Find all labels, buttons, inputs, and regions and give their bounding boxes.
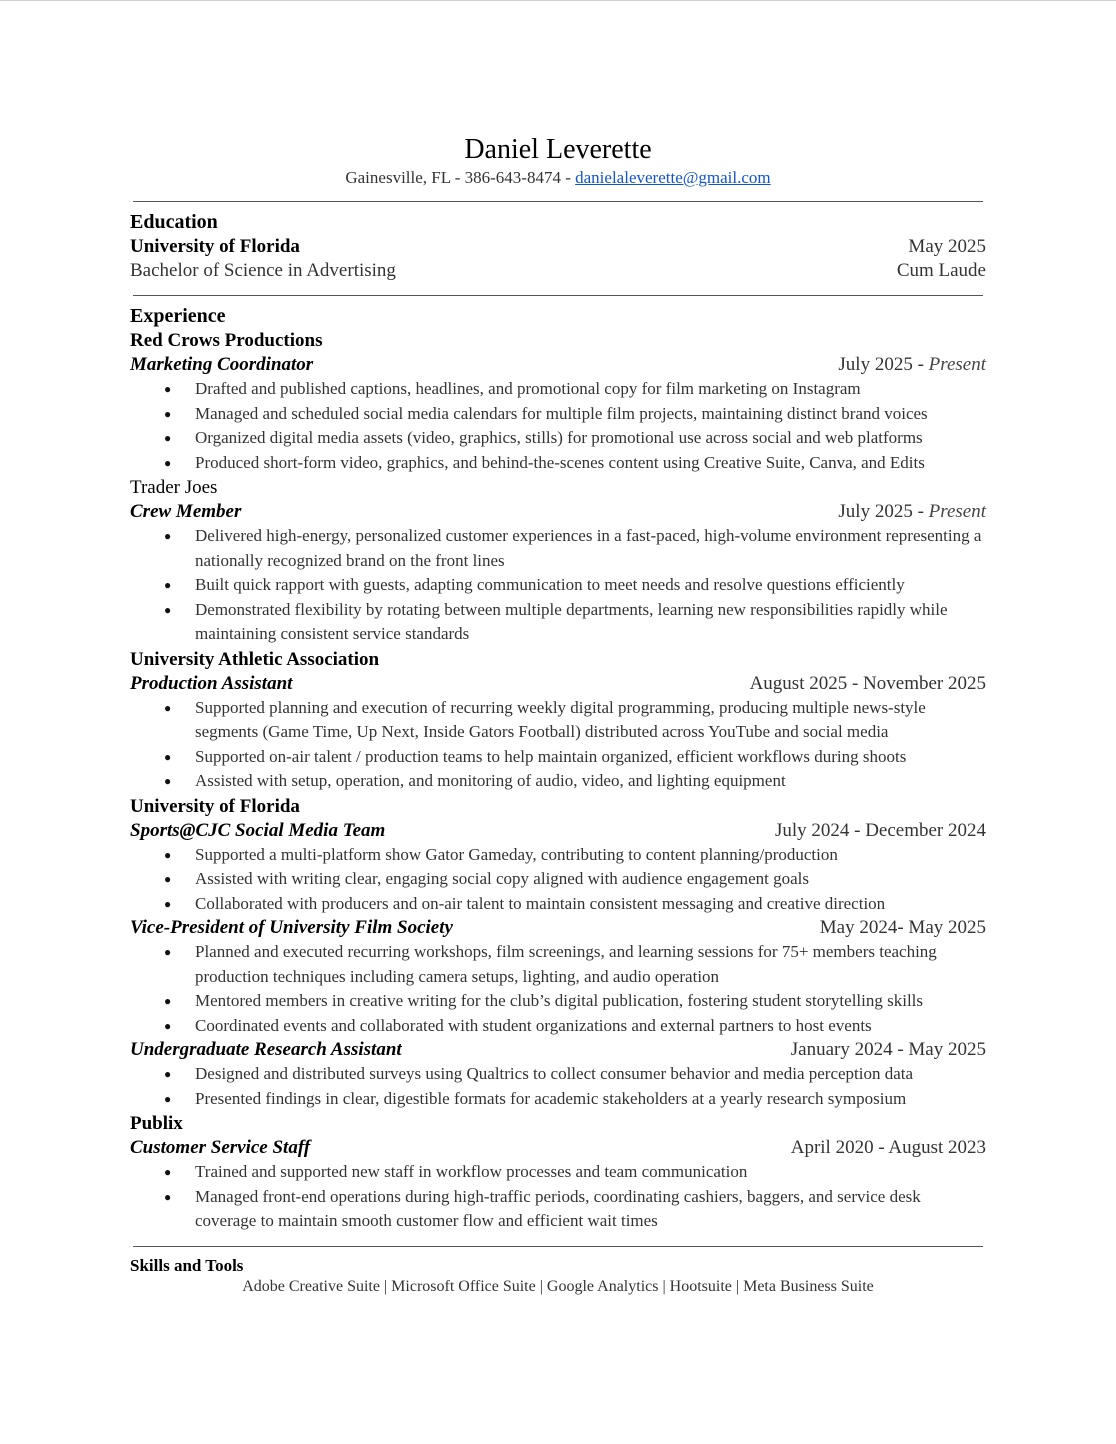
job-role: Vice-President of University Film Society [130,917,453,938]
job-role-row [130,819,986,843]
education-date: May 2025 [908,236,986,257]
job-organization: University of Florida [130,795,300,817]
job-date [838,353,986,377]
job-bullets [130,843,986,917]
divider-experience [133,1246,983,1247]
job-entry [130,1111,986,1234]
job-organization: Red Crows Productions [130,330,323,351]
job-date-present: Present [928,501,986,522]
job-organization: Trader Joes [130,477,218,498]
email-link[interactable]: danielaleverette@gmail.com [575,168,771,187]
bullet-item: ● Supported on-air talent / production teams to help maintain organized, efficient workflows during shoots [195,745,986,770]
bullet-item: ● Delivered high-energy, personalized customer experiences in a fast-paced, high-volume environment representing a nationally recognized brand on the front lines [195,524,986,573]
job-bullets [130,1160,986,1234]
bullet-item: ● Designed and distributed surveys using Qualtrics to collect consumer behavior and media perception data [195,1062,986,1087]
job-date-range: July 2025 - [838,354,929,375]
bullet-item: ● Supported a multi-platform show Gator Gameday, contributing to content planning/production [195,843,986,868]
job-date [838,500,986,524]
job-entry [130,916,986,1038]
bullet-item: ● Trained and supported new staff in workflow processes and team communication [195,1160,986,1185]
bullet-item: ● Presented findings in clear, digestible formats for academic stakeholders at a yearly research symposium [195,1087,986,1112]
education-degree: Bachelor of Science in Advertising [130,260,396,281]
skills-title: Skills and Tools [130,1255,244,1275]
job-role: Customer Service Staff [130,1137,311,1158]
bullet-item: ● Organized digital media assets (video, graphics, stills) for promotional use across social and web platforms [195,426,986,451]
job-date-present: Present [928,354,986,375]
education-title: Education [130,211,218,233]
job-role-row [130,353,986,377]
bullet-item: ● Managed front-end operations during high-traffic periods, coordinating cashiers, baggers, and service desk coverage to maintain smooth customer flow and efficient wait times [195,1185,986,1234]
job-role-row [130,1038,986,1062]
bullet-item: ● Demonstrated flexibility by rotating between multiple departments, learning new responsibilities rapidly while maintaining consistent service standards [195,598,986,647]
bullet-item: ● Drafted and published captions, headlines, and promotional copy for film marketing on Instagram [195,377,986,402]
job-date: July 2024 - December 2024 [774,819,986,841]
job-entry [130,1038,986,1111]
bullet-item: ● Assisted with setup, operation, and monitoring of audio, video, and lighting equipment [195,769,986,794]
education-school-row [130,234,986,259]
bullet-item: ● Mentored members in creative writing for the club’s digital publication, fostering student storytelling skills [195,989,986,1014]
job-bullets [130,940,986,1038]
job-role-row [130,500,986,524]
job-date-range: July 2025 - [838,501,929,522]
education-degree-row [130,259,986,283]
bullet-item: ● Planned and executed recurring workshops, film screenings, and learning sessions for 75+ members teaching production techniques including camera setups, lighting, and audio operation [195,940,986,989]
job-date: April 2020 - August 2023 [790,1137,986,1158]
divider-header [133,201,983,202]
job-entry [130,475,986,647]
job-date: May 2024- May 2025 [819,917,986,938]
job-bullets [130,1062,986,1111]
job-date: January 2024 - May 2025 [790,1039,986,1060]
page-top-border [0,0,1116,1]
education-section [130,210,986,283]
job-entry [130,794,986,917]
contact-line [130,167,986,189]
experience-section [130,304,986,1234]
bullet-item: ● Produced short-form video, graphics, and behind-the-scenes content using Creative Suite, Canva, and Edits [195,451,986,476]
skills-section [130,1255,986,1297]
job-organization: Publix [130,1113,183,1134]
job-role: Marketing Coordinator [130,354,314,375]
contact-details: Gainesville, FL - 386-643-8474 - [345,168,576,187]
job-bullets [130,696,986,794]
job-role-row [130,1136,986,1160]
job-role: Sports@CJC Social Media Team [130,819,386,841]
job-role-row [130,672,986,696]
bullet-item: ● Coordinated events and collaborated with student organizations and external partners to host events [195,1014,986,1039]
job-organization: University Athletic Association [130,648,380,670]
job-entry [130,647,986,794]
education-school: University of Florida [130,236,300,257]
job-bullets [130,377,986,475]
experience-title: Experience [130,305,226,327]
resume-page [130,130,986,1297]
bullet-item: ● Managed and scheduled social media calendars for multiple film projects, maintaining distinct brand voices [195,402,986,427]
job-role: Crew Member [130,501,242,522]
candidate-name: Daniel Leverette [464,134,652,165]
bullet-item: ● Collaborated with producers and on-air talent to maintain consistent messaging and creative direction [195,892,986,917]
education-honors: Cum Laude [896,260,986,281]
bullet-item: ● Assisted with writing clear, engaging social copy aligned with audience engagement goals [195,867,986,892]
bullet-item: ● Built quick rapport with guests, adapting communication to meet needs and resolve questions efficiently [195,573,986,598]
job-bullets [130,524,986,647]
job-entry [130,328,986,475]
job-role-row [130,916,986,940]
job-role: Production Assistant [130,672,293,694]
divider-education [133,295,983,296]
job-role: Undergraduate Research Assistant [130,1039,402,1060]
skills-list: Adobe Creative Suite | Microsoft Office Suite | Google Analytics | Hootsuite | Meta Business Suite [242,1277,874,1295]
job-date: August 2025 - November 2025 [749,672,986,694]
bullet-item: ● Supported planning and execution of recurring weekly digital programming, producing multiple news-style segments (Game Time, Up Next, Inside Gators Football) distributed across YouTube and social media [195,696,986,745]
